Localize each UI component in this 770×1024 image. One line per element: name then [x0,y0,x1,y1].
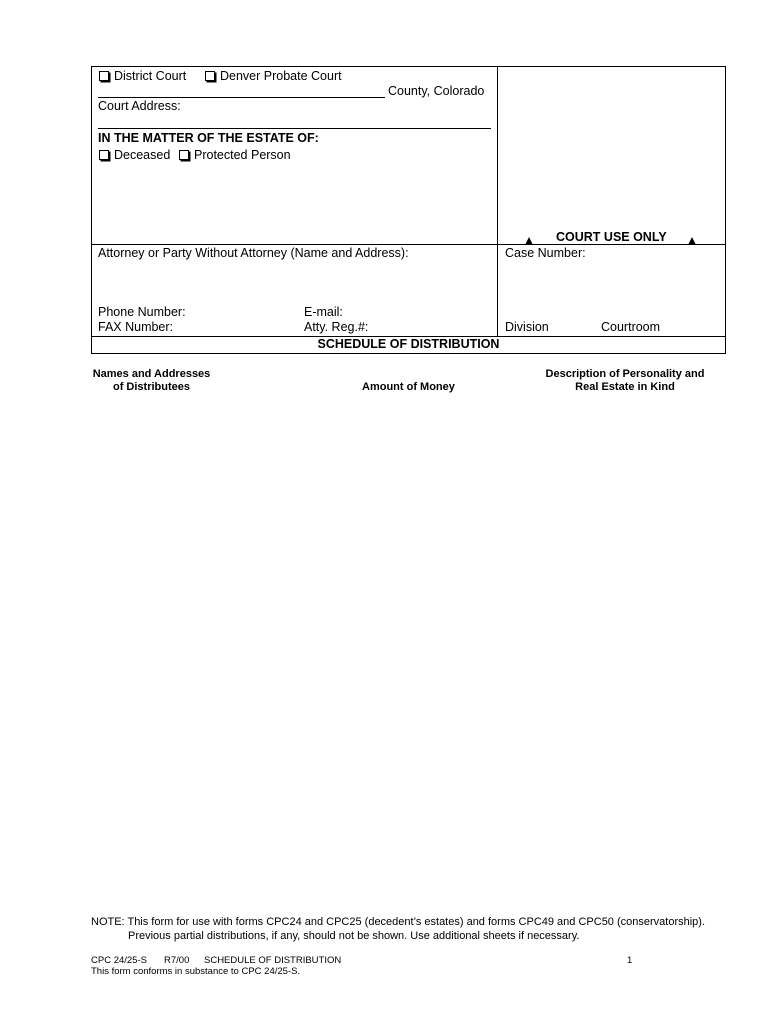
county-label: County, Colorado [388,84,485,98]
court-address-label: Court Address: [98,99,181,113]
district-court-option[interactable] [99,69,186,83]
amount-heading: Amount of Money [362,381,455,393]
caption-horizontal-divider-1 [91,244,726,245]
names-heading-line1: Names and Addresses [92,368,211,380]
protected-person-option[interactable] [179,148,291,162]
form-title: SCHEDULE OF DISTRIBUTION [317,337,500,351]
attorney-label: Attorney or Party Without Attorney (Name and Address): [98,246,409,260]
protected-person-checkbox[interactable] [179,150,189,160]
matter-heading: IN THE MATTER OF THE ESTATE OF: [98,131,319,145]
probate-court-label: Denver Probate Court [220,69,342,83]
court-use-only-label: COURT USE ONLY [556,230,667,244]
description-heading-line1: Description of Personality and [545,368,705,380]
caption-vertical-divider [497,66,498,336]
court-use-arrow-right-icon [688,232,696,250]
deceased-checkbox[interactable] [99,150,109,160]
names-heading [91,368,212,394]
fax-label: FAX Number: [98,320,174,334]
atty-reg-label: Atty. Reg.#: [304,320,369,334]
case-number-label: Case Number: [505,246,586,260]
district-court-checkbox[interactable] [99,71,109,81]
caption-box [91,66,726,354]
probate-court-checkbox[interactable] [205,71,215,81]
footer-form-name: SCHEDULE OF DISTRIBUTION [204,955,342,966]
names-heading-line2: of Distributees [112,381,190,393]
courtroom-label: Courtroom [601,320,661,334]
county-blank-line[interactable] [98,97,385,98]
note-line-2: Previous partial distributions, if any, should not be shown. Use additional sheets if necessary. [128,930,580,942]
footer-conformance: This form conforms in substance to CPC 24/25-S. [91,966,301,977]
description-heading [537,368,713,394]
division-label: Division [505,320,549,334]
probate-court-option[interactable] [205,69,342,83]
description-heading-line2: Real Estate in Kind [575,381,675,393]
court-address-blank-line[interactable] [98,128,491,129]
note-line-1: NOTE: This form for use with forms CPC24 and CPC25 (decedent’s estates) and forms CPC49 and CPC50 (conservatorship). [91,916,706,928]
deceased-label: Deceased [114,148,171,162]
footer-revision: R7/00 [164,955,190,966]
district-court-label: District Court [114,69,187,83]
footer-page-number: 1 [627,955,633,966]
deceased-option[interactable] [99,148,170,162]
email-label: E-mail: [304,305,343,319]
protected-person-label: Protected Person [194,148,291,162]
footer-form-id: CPC 24/25-S [91,955,147,966]
phone-label: Phone Number: [98,305,186,319]
